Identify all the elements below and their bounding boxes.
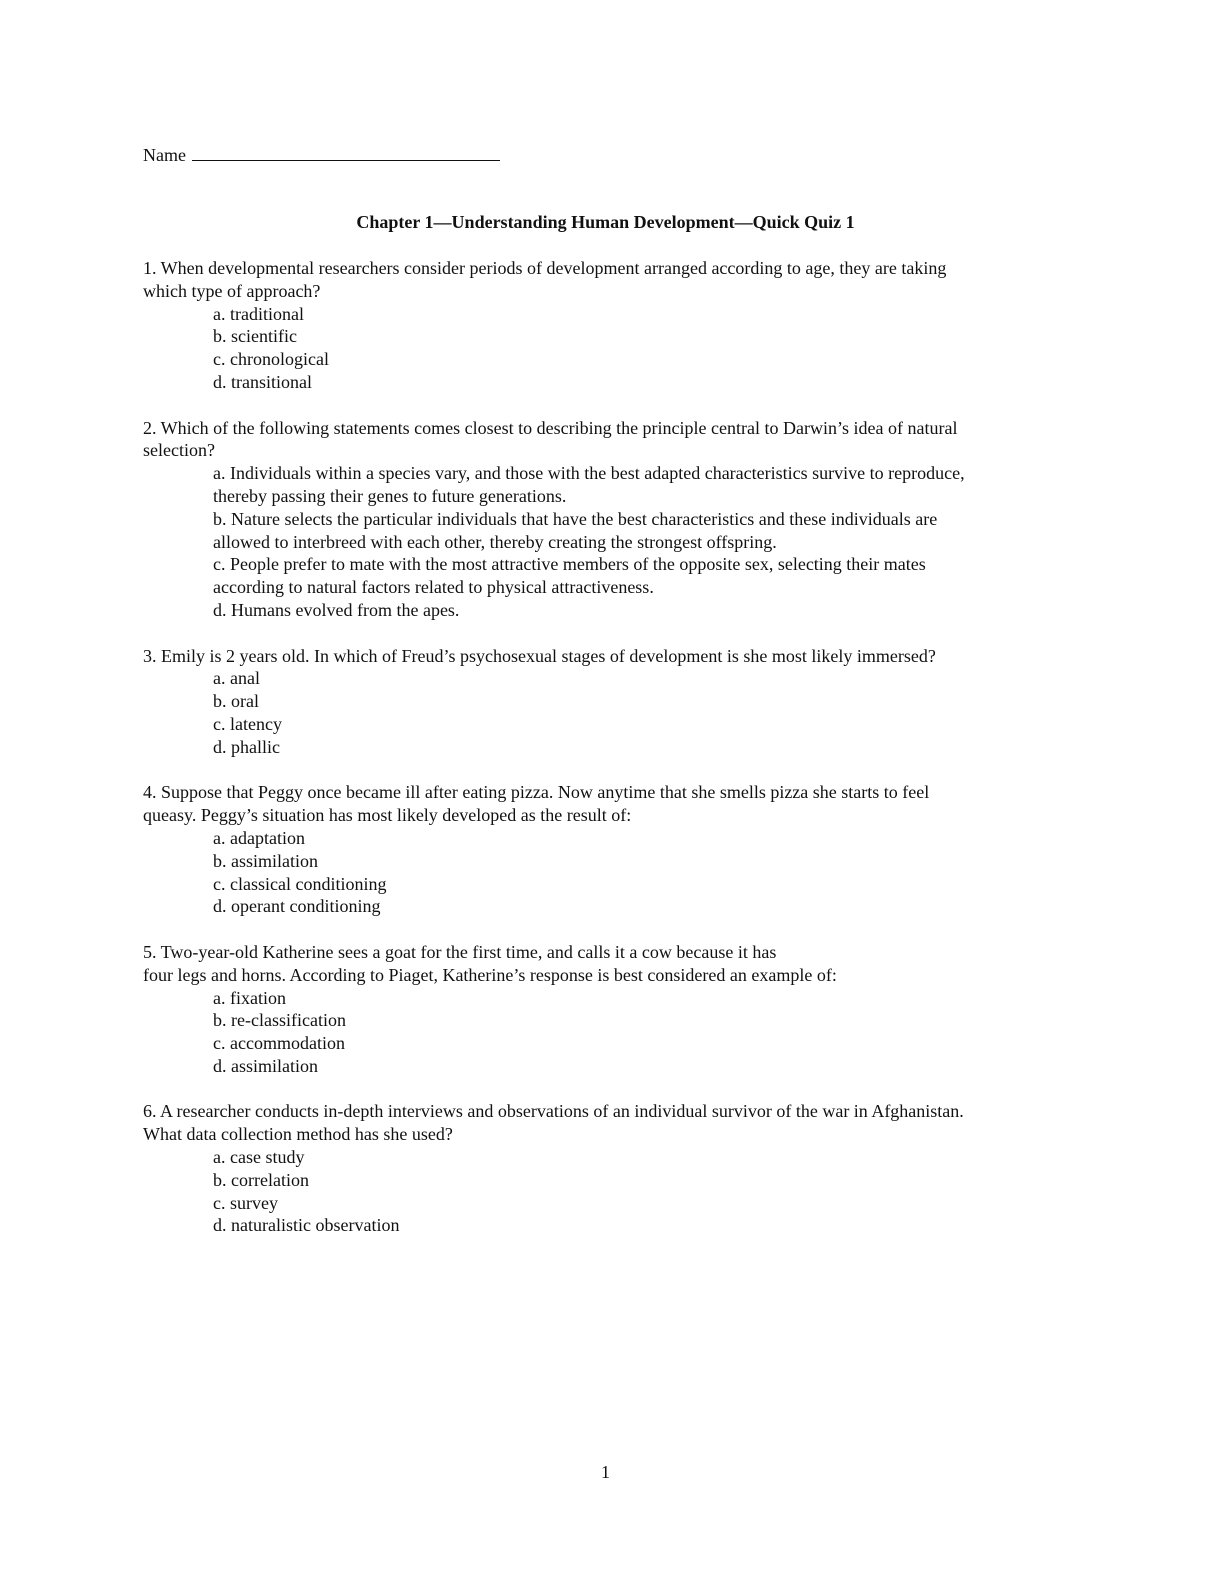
answer-option-text: a. fixation <box>213 987 286 1008</box>
answer-option <box>143 1055 1143 1078</box>
answer-option-text: c. survey <box>213 1192 278 1213</box>
answer-option-text: c. latency <box>213 713 282 734</box>
answer-option-text: c. People prefer to mate with the most attractive members of the opposite sex, selecting their mates <box>213 554 926 575</box>
answer-option-text: d. Humans evolved from the apes. <box>213 599 460 620</box>
question-text: four legs and horns. According to Piaget, Katherine’s response is best considered an example of: <box>143 964 837 985</box>
question-text: 1. When developmental researchers consider periods of development arranged according to age, they are taking <box>143 258 947 278</box>
answer-option-text: d. transitional <box>213 371 312 392</box>
answer-option <box>143 895 1143 918</box>
answer-option-text: allowed to interbreed with each other, thereby creating the strongest offspring. <box>213 531 777 552</box>
answer-option <box>143 508 1143 554</box>
answer-option <box>143 371 1143 394</box>
question-text: queasy. Peggy’s situation has most likely developed as the result of: <box>143 805 632 826</box>
answer-option-text: d. phallic <box>213 736 280 757</box>
question-text: 2. Which of the following statements comes closest to describing the principle central to Darwin’s idea of natural <box>143 417 958 438</box>
question-6 <box>143 1100 1143 1237</box>
answer-option-text: according to natural factors related to physical attractiveness. <box>213 577 654 598</box>
answer-option <box>143 987 1143 1010</box>
question-text: which type of approach? <box>143 280 321 301</box>
answer-option <box>143 690 1143 713</box>
answer-option-text: c. classical conditioning <box>213 873 387 894</box>
name-blank-line[interactable] <box>192 143 500 161</box>
answer-option <box>143 850 1143 873</box>
answer-option <box>143 1146 1143 1169</box>
question-text: 4. Suppose that Peggy once became ill after eating pizza. Now anytime that she smells pizza she starts to feel <box>143 782 930 803</box>
page-number: 1 <box>601 1462 610 1482</box>
answer-option <box>143 303 1143 326</box>
answer-option <box>143 348 1143 371</box>
answer-option <box>143 1192 1143 1215</box>
answer-option-text: b. scientific <box>213 326 297 347</box>
question-5 <box>143 941 1143 1078</box>
answer-option-text: a. anal <box>213 668 260 689</box>
answer-option-text: b. correlation <box>213 1169 309 1190</box>
answer-option-text: b. oral <box>213 691 259 712</box>
answer-option <box>143 1169 1143 1192</box>
name-field <box>143 143 500 167</box>
answer-option <box>143 1009 1143 1032</box>
answer-option-text: thereby passing their genes to future generations. <box>213 485 567 506</box>
question-text: selection? <box>143 440 215 461</box>
page-title: Chapter 1—Understanding Human Development—Quick Quiz 1 <box>356 212 855 232</box>
question-text: 3. Emily is 2 years old. In which of Freud’s psychosexual stages of development is she most likely immersed? <box>143 645 936 666</box>
question-1 <box>143 257 1143 394</box>
name-label: Name <box>143 145 186 165</box>
question-list <box>143 257 1143 1260</box>
answer-option <box>143 667 1143 690</box>
answer-option-text: c. accommodation <box>213 1033 345 1054</box>
answer-option-text: a. Individuals within a species vary, and those with the best adapted characteristics survive to reproduce, <box>213 463 965 484</box>
answer-option <box>143 873 1143 896</box>
answer-option-text: d. assimilation <box>213 1055 318 1076</box>
question-text: 6. A researcher conducts in-depth interviews and observations of an individual survivor of the war in Afghanistan. <box>143 1101 964 1122</box>
answer-option <box>143 599 1143 622</box>
answer-option-text: a. traditional <box>213 303 304 324</box>
answer-option-text: d. naturalistic observation <box>213 1215 400 1236</box>
answer-option <box>143 553 1143 599</box>
answer-option <box>143 462 1143 508</box>
question-4 <box>143 781 1143 918</box>
answer-option-text: b. re-classification <box>213 1010 346 1031</box>
question-3 <box>143 645 1143 759</box>
answer-option-text: a. case study <box>213 1147 305 1168</box>
answer-option <box>143 1214 1143 1237</box>
question-2 <box>143 417 1143 622</box>
answer-option <box>143 1032 1143 1055</box>
answer-option-text: c. chronological <box>213 349 329 370</box>
answer-option <box>143 827 1143 850</box>
answer-option <box>143 736 1143 759</box>
question-text: 5. Two-year-old Katherine sees a goat for the first time, and calls it a cow because it has <box>143 941 777 962</box>
answer-option-text: a. adaptation <box>213 827 305 848</box>
answer-option-text: b. assimilation <box>213 850 318 871</box>
answer-option <box>143 713 1143 736</box>
answer-option-text: d. operant conditioning <box>213 896 381 917</box>
question-text: What data collection method has she used? <box>143 1124 453 1145</box>
answer-option <box>143 325 1143 348</box>
answer-option-text: b. Nature selects the particular individuals that have the best characteristics and these individuals are <box>213 508 938 529</box>
